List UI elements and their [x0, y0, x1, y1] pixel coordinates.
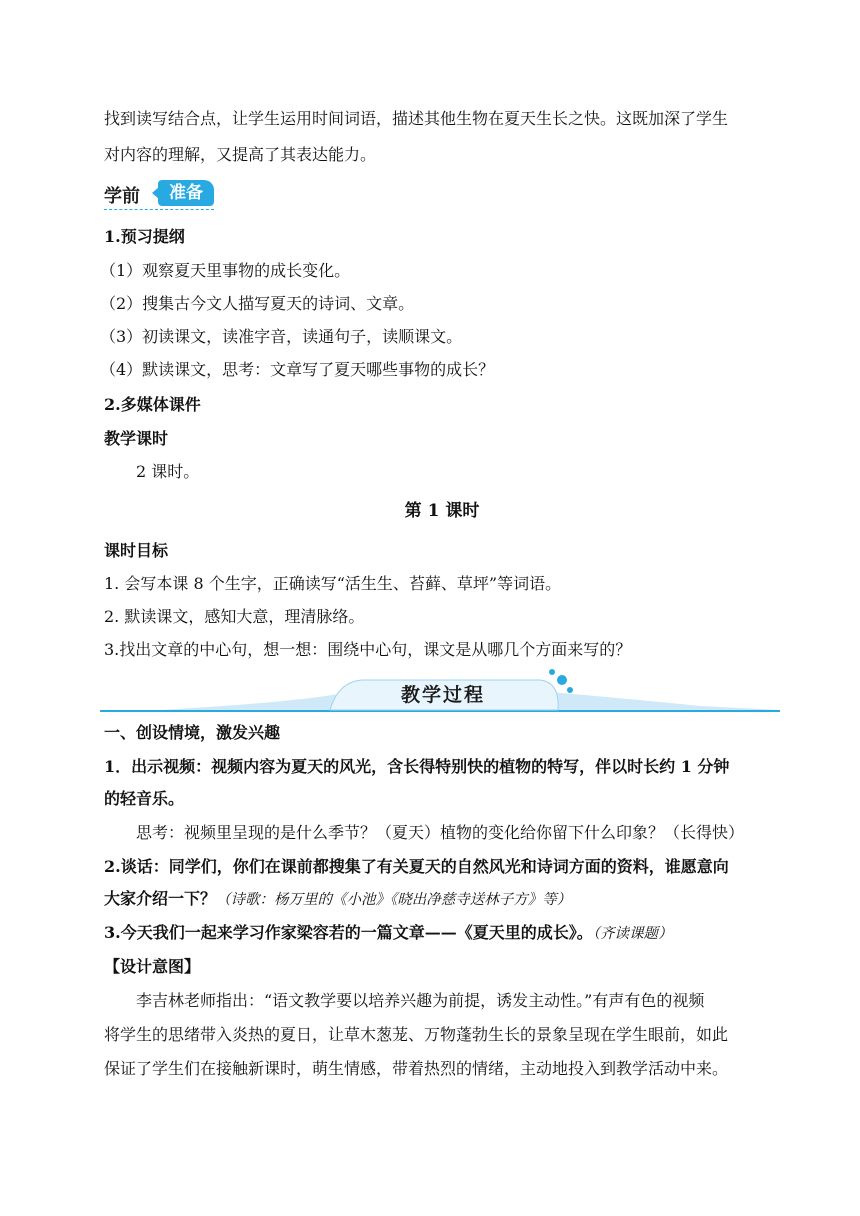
periods-heading: 教学课时: [104, 429, 169, 448]
step1-line-2: 的轻音乐。: [104, 789, 185, 808]
lesson-title: 第 1 课时: [404, 501, 480, 521]
design-heading: 【设计意图】: [104, 957, 201, 976]
banner-label: 教学过程: [400, 684, 485, 706]
step2-line-1: 2.谈话：同学们，你们在课前都搜集了有关夏天的自然风光和诗词方面的资料，谁愿意向: [104, 857, 729, 876]
goal-item-3: 3.找出文章的中心句，想一想：围绕中心句，课文是从哪几个方面来写的？: [104, 640, 632, 659]
media-heading: 2.多媒体课件: [104, 395, 201, 414]
step3-note: （齐读课题）: [592, 926, 673, 942]
outline-item-3: （3）初读课文，读准字音，读通句子，读顺课文。: [100, 327, 463, 346]
prep-section-badge: [104, 178, 216, 212]
design-line-1: 李吉林老师指出：“语文教学要以培养兴趣为前提，诱发主动性。”有声有色的视频: [136, 991, 705, 1010]
outline-item-1: （1）观察夏天里事物的成长变化。: [100, 261, 351, 280]
badge-left-text: 学前: [104, 186, 140, 207]
goal-item-2: 2. 默读课文，感知大意，理清脉络。: [104, 607, 365, 626]
step2-line-2-bold: 大家介绍一下？: [104, 889, 217, 908]
design-line-3: 保证了学生们在接触新课时，萌生情感，带着热烈的情绪，主动地投入到教学活动中来。: [104, 1059, 729, 1078]
step2-line-2-note: （诗歌：杨万里的《小池》《晓出净慈寺送林子方》等）: [216, 892, 572, 908]
intro-line-2: 对内容的理解，又提高了其表达能力。: [104, 145, 377, 164]
step2-line-2: [104, 888, 780, 911]
step1-line-1: 1．出示视频：视频内容为夏天的风光，含长得特别快的植物的特写，伴以时长约 1 分钟: [104, 757, 730, 776]
outline-item-4: （4）默读课文，思考：文章写了夏天哪些事物的成长？: [100, 360, 495, 379]
badge-dashed-underline: [104, 209, 214, 210]
design-line-2: 将学生的思绪带入炎热的夏日，让草木葱茏、万物蓬勃生长的景象呈现在学生眼前，如此: [104, 1025, 729, 1044]
goal-item-1: 1. 会写本课 8 个生字，正确读写“活生生、苔藓、草坪”等词语。: [104, 574, 562, 593]
intro-line-1: 找到读写结合点，让学生运用时间词语，描述其他生物在夏天生长之快。这既加深了学生: [104, 109, 729, 128]
badge-right-text: 准备: [158, 180, 214, 206]
think-line: 思考：视频里呈现的是什么季节？（夏天）植物的变化给你留下什么印象？（长得快）: [136, 823, 745, 842]
outline-heading: 1.预习提纲: [104, 227, 185, 246]
outline-item-2: （2）搜集古今文人描写夏天的诗词、文章。: [100, 294, 415, 313]
teaching-process-banner: [100, 668, 780, 716]
step3-line: [104, 922, 780, 945]
section1-heading: 一、创设情境，激发兴趣: [104, 723, 281, 742]
step3-bold: 3.今天我们一起来学习作家梁容若的一篇文章——《夏天里的成长》。: [104, 923, 593, 942]
periods-text: 2 课时。: [136, 462, 200, 481]
goals-heading: 课时目标: [104, 541, 169, 560]
